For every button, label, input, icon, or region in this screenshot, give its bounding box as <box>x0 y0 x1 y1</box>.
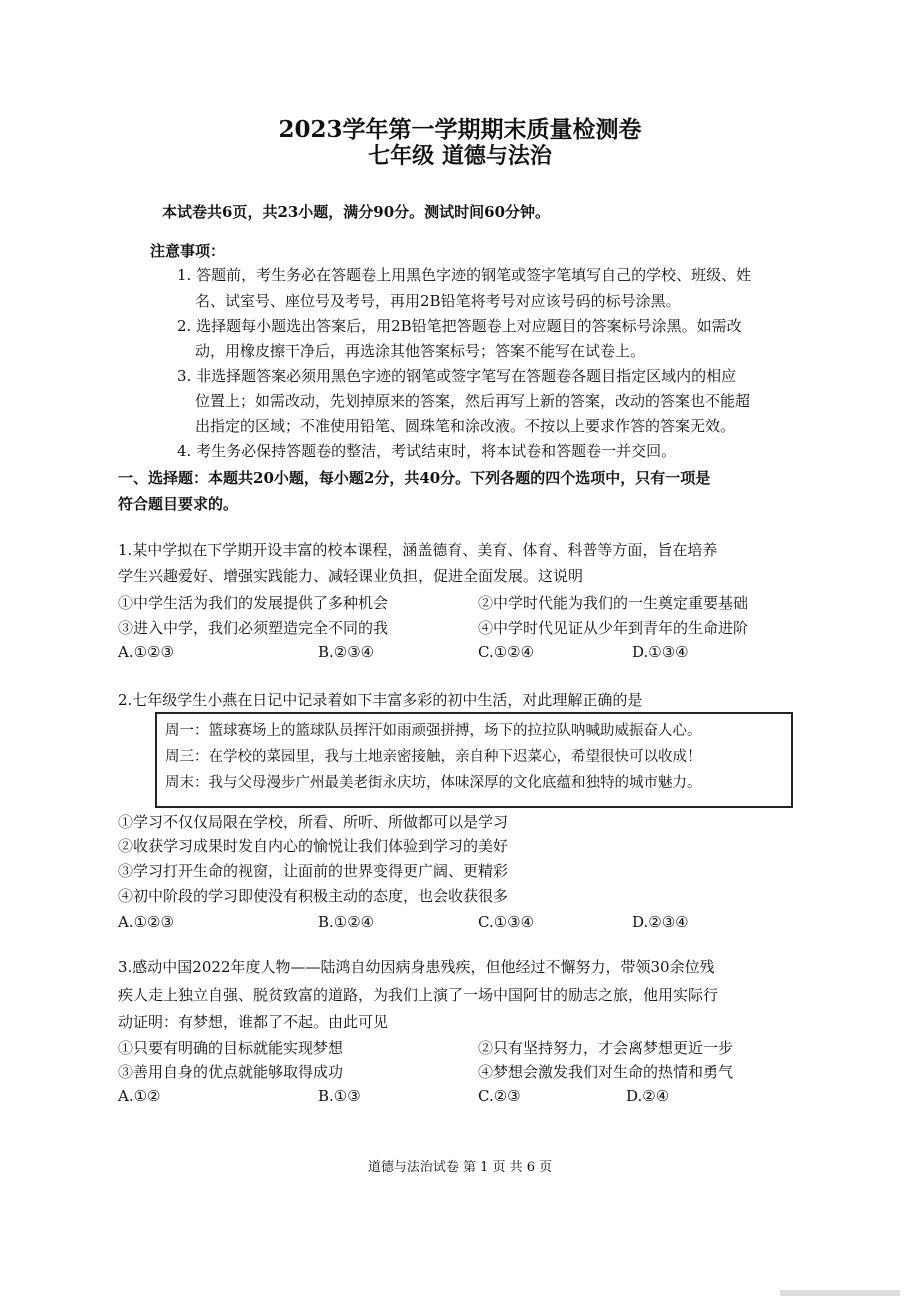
q3-stem: 动证明：有梦想，谁都了不起。由此可见 <box>118 1013 389 1031</box>
q1-item: ③进入中学，我们必须塑造完全不同的我 <box>118 619 389 637</box>
q3-choice-a: A.①② <box>118 1087 161 1105</box>
q1-item: ②中学时代能为我们的一生奠定重要基础 <box>478 594 749 612</box>
q2-choice-b: B.①②④ <box>318 913 375 931</box>
q3-item: ③善用自身的优点就能够取得成功 <box>118 1063 344 1081</box>
q1-choice-d: D.①③④ <box>632 643 689 661</box>
note-line: 出指定的区域；不准使用铅笔、圆珠笔和涂改液。不按以上要求作答的答案无效。 <box>195 417 736 435</box>
q3-stem: 疾人走上独立自强、脱贫致富的道路，为我们上演了一场中国阿甘的励志之旅，他用实际行 <box>118 986 719 1004</box>
q2-stem: 2.七年级学生小燕在日记中记录着如下丰富多彩的初中生活，对此理解正确的是 <box>118 691 643 709</box>
diary-line: 周三：在学校的菜园里，我与土地亲密接触，亲自种下迟菜心，希望很快可以收成！ <box>165 749 702 765</box>
section-heading: 一、选择题：本题共20小题，每小题2分，共40分。下列各题的四个选项中，只有一项是 <box>118 469 711 487</box>
q1-item: ①中学生活为我们的发展提供了多种机会 <box>118 594 389 612</box>
q2-item: ③学习打开生命的视窗，让面前的世界变得更广阔、更精彩 <box>118 862 509 880</box>
diary-line: 周末：我与父母漫步广州最美老街永庆坊，体味深厚的文化底蕴和独特的城市魅力。 <box>165 775 702 791</box>
q3-item: ④梦想会激发我们对生命的热情和勇气 <box>478 1063 734 1081</box>
note-line: 动，用橡皮擦干净后，再选涂其他答案标号；答案不能写在试卷上。 <box>195 342 646 360</box>
q2-choice-a: A.①②③ <box>118 913 174 931</box>
note-line: 3. 非选择题答案必须用黑色字迹的钢笔或签字笔写在答题卷各题目指定区域内的相应 <box>177 367 737 385</box>
q3-choice-d: D.②④ <box>626 1087 670 1105</box>
q1-stem: 1.某中学拟在下学期开设丰富的校本课程，涵盖德育、美育、体育、科普等方面，旨在培养 <box>118 541 718 559</box>
q3-item: ①只要有明确的目标就能实现梦想 <box>118 1039 344 1057</box>
q2-choice-c: C.①③④ <box>478 913 535 931</box>
exam-title: 2023学年第一学期期末质量检测卷 <box>278 116 642 143</box>
q1-item: ④中学时代见证从少年到青年的生命进阶 <box>478 619 749 637</box>
note-line: 位置上；如需改动，先划掉原来的答案，然后再写上新的答案，改动的答案也不能超 <box>195 392 751 410</box>
section-heading: 符合题目要求的。 <box>118 495 239 513</box>
q1-choice-b: B.②③④ <box>318 643 375 661</box>
q2-item: ②收获学习成果时发自内心的愉悦让我们体验到学习的美好 <box>118 837 509 855</box>
q3-choice-c: C.②③ <box>478 1087 521 1105</box>
q1-choice-a: A.①②③ <box>118 643 174 661</box>
q2-item: ①学习不仅仅局限在学校，所看、所听、所做都可以是学习 <box>118 813 509 831</box>
notes-heading: 注意事项： <box>150 242 226 260</box>
q2-choice-d: D.②③④ <box>632 913 689 931</box>
page-footer: 道德与法治试卷 第 1 页 共 6 页 <box>367 1160 553 1175</box>
q3-choice-b: B.①③ <box>318 1087 361 1105</box>
q1-choice-c: C.①②④ <box>478 643 535 661</box>
q3-item: ②只有坚持努力，才会离梦想更近一步 <box>478 1039 734 1057</box>
note-line: 4. 考生务必保持答题卷的整洁，考试结束时，将本试卷和答题卷一并交回。 <box>177 442 677 460</box>
exam-subtitle: 七年级 道德与法治 <box>368 143 552 169</box>
note-line: 名、试室号、座位号及考号，再用2B铅笔将考号对应该号码的标号涂黑。 <box>195 292 681 310</box>
q1-stem: 学生兴趣爱好、增强实践能力、减轻课业负担，促进全面发展。这说明 <box>118 567 584 585</box>
note-line: 1. 答题前，考生务必在答题卷上用黑色字迹的钢笔或签字笔填写自己的学校、班级、姓 <box>177 266 752 284</box>
watermark <box>780 1290 900 1296</box>
exam-info: 本试卷共6页，共23小题，满分90分。测试时间60分钟。 <box>162 203 551 221</box>
q2-item: ④初中阶段的学习即使没有积极主动的态度，也会收获很多 <box>118 887 509 905</box>
diary-line: 周一：篮球赛场上的篮球队员挥汗如雨顽强拼搏，场下的拉拉队呐喊助威振奋人心。 <box>165 723 702 739</box>
note-line: 2. 选择题每小题选出答案后，用2B铅笔把答题卷上对应题目的答案标号涂黑。如需改 <box>177 317 742 335</box>
q3-stem: 3.感动中国2022年度人物——陆鸿自幼因病身患残疾，但他经过不懈努力，带领30余位残 <box>118 958 715 976</box>
